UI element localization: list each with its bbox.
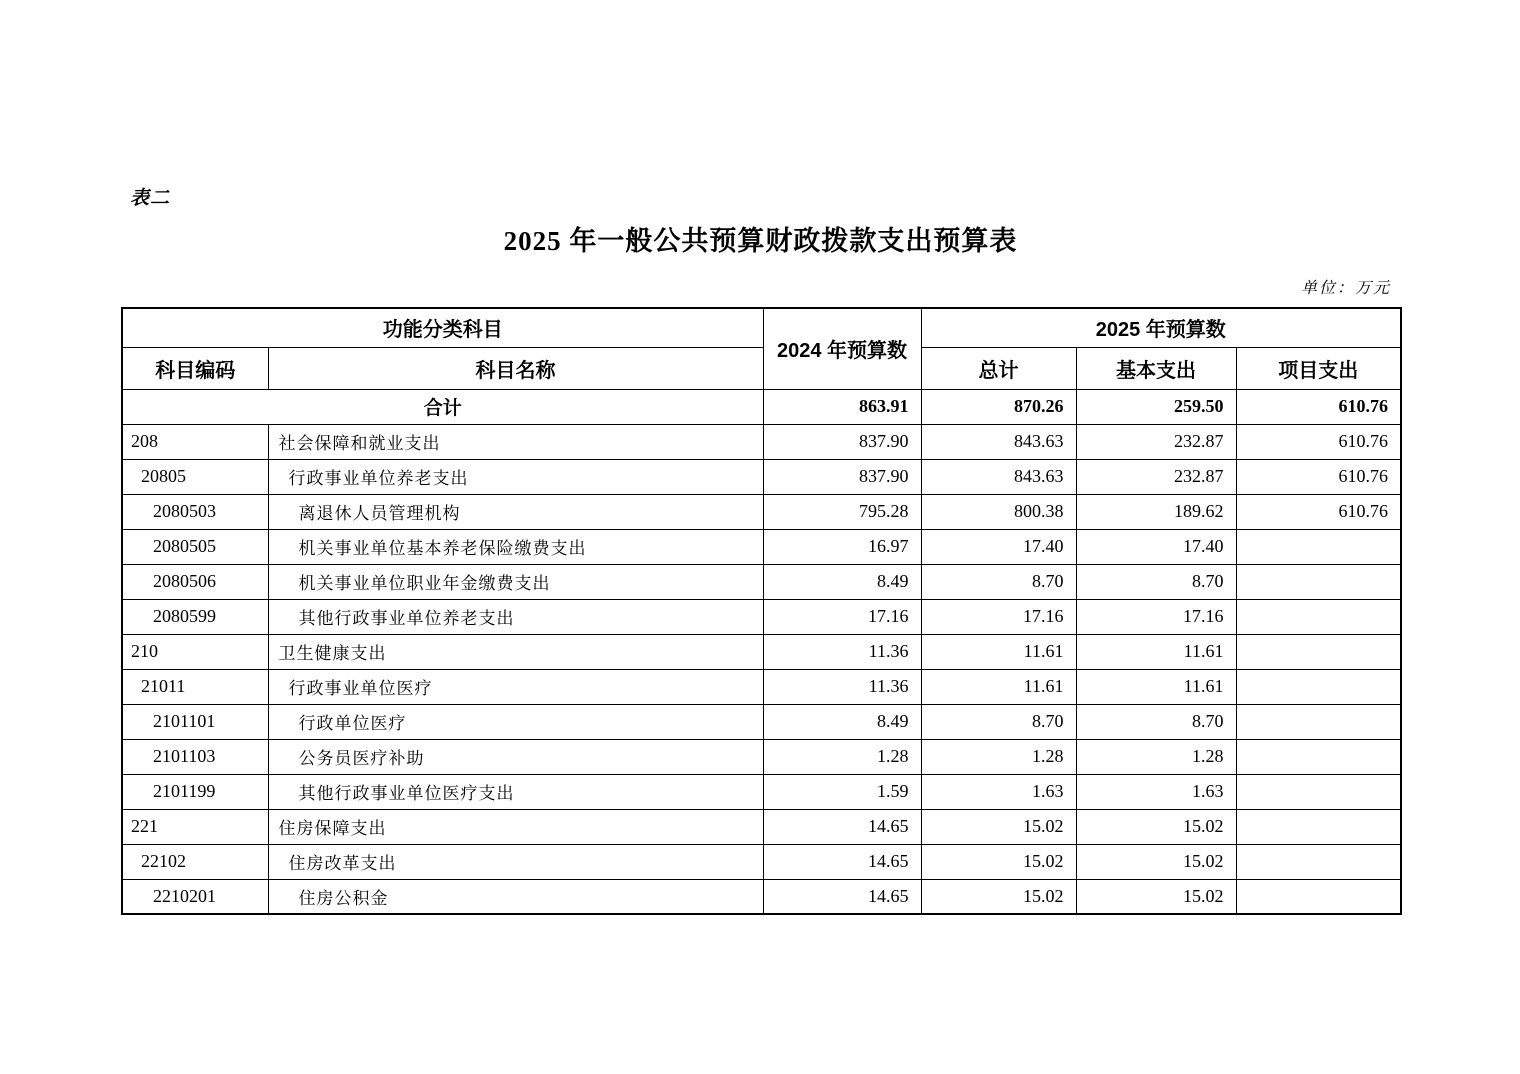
total-2025-cell: 843.63 [921,424,1076,459]
budget-table [121,307,1402,915]
budget-table-row [122,844,1401,879]
budget-table-row [122,599,1401,634]
budget-2024-cell: 17.16 [763,599,921,634]
header-project-expenditure: 项目支出 [1236,347,1401,389]
project-expenditure-cell: 610.76 [1236,494,1401,529]
budget-2024-cell: 8.49 [763,564,921,599]
budget-table-row [122,879,1401,914]
basic-expenditure-cell: 1.63 [1076,774,1236,809]
subject-code-cell: 21011 [122,669,268,704]
total-2025-cell: 8.70 [921,564,1076,599]
total-2025-cell: 17.16 [921,599,1076,634]
total-2025-cell: 1.28 [921,739,1076,774]
budget-table-row [122,739,1401,774]
subject-code-cell: 2080506 [122,564,268,599]
subject-name-cell: 其他行政事业单位养老支出 [268,599,763,634]
total-2025-cell: 8.70 [921,704,1076,739]
subject-code-cell: 2210201 [122,879,268,914]
budget-2024-cell: 11.36 [763,669,921,704]
basic-expenditure-cell: 11.61 [1076,634,1236,669]
budget-2024-cell: 14.65 [763,809,921,844]
total-2025-cell: 843.63 [921,459,1076,494]
budget-2024-cell: 11.36 [763,634,921,669]
subject-name-cell: 行政单位医疗 [268,704,763,739]
basic-expenditure-cell: 8.70 [1076,564,1236,599]
total-2025-cell: 11.61 [921,669,1076,704]
subject-code-cell: 20805 [122,459,268,494]
project-expenditure-cell [1236,599,1401,634]
total-2025-cell: 11.61 [921,634,1076,669]
subject-code-cell: 2080599 [122,599,268,634]
table-header [122,308,1401,389]
budget-table-row [122,774,1401,809]
project-expenditure-cell [1236,669,1401,704]
subject-code-cell: 2080505 [122,529,268,564]
subject-code-cell: 221 [122,809,268,844]
subject-code-cell: 2080503 [122,494,268,529]
grand-total-2025-total: 870.26 [921,389,1076,424]
budget-2024-cell: 14.65 [763,879,921,914]
header-total-2025: 总计 [921,347,1076,389]
table-number-label: 表二 [130,188,171,209]
basic-expenditure-cell: 15.02 [1076,809,1236,844]
subject-code-cell: 2101101 [122,704,268,739]
basic-expenditure-cell: 1.28 [1076,739,1236,774]
budget-table-row [122,529,1401,564]
subject-code-cell: 22102 [122,844,268,879]
basic-expenditure-cell: 232.87 [1076,459,1236,494]
basic-expenditure-cell: 17.40 [1076,529,1236,564]
total-2025-cell: 15.02 [921,879,1076,914]
basic-expenditure-cell: 15.02 [1076,844,1236,879]
project-expenditure-cell [1236,634,1401,669]
subject-name-cell: 行政事业单位养老支出 [268,459,763,494]
total-2025-cell: 1.63 [921,774,1076,809]
grand-total-basic: 259.50 [1076,389,1236,424]
project-expenditure-cell [1236,739,1401,774]
subject-name-cell: 机关事业单位基本养老保险缴费支出 [268,529,763,564]
page-title: 2025 年一般公共预算财政拨款支出预算表 [503,226,1018,256]
project-expenditure-cell [1236,529,1401,564]
subject-code-cell: 2101103 [122,739,268,774]
budget-table-row [122,494,1401,529]
basic-expenditure-cell: 15.02 [1076,879,1236,914]
budget-2024-cell: 8.49 [763,704,921,739]
header-subject-name: 科目名称 [268,347,763,389]
subject-name-cell: 其他行政事业单位医疗支出 [268,774,763,809]
project-expenditure-cell: 610.76 [1236,459,1401,494]
subject-name-cell: 卫生健康支出 [268,634,763,669]
budget-table-row [122,704,1401,739]
table-body [122,389,1401,914]
header-functional-classification: 功能分类科目 [122,308,763,347]
budget-2024-cell: 837.90 [763,459,921,494]
subject-name-cell: 离退休人员管理机构 [268,494,763,529]
budget-table-row [122,564,1401,599]
subject-name-cell: 住房保障支出 [268,809,763,844]
budget-2024-cell: 795.28 [763,494,921,529]
total-2025-cell: 800.38 [921,494,1076,529]
header-subject-code: 科目编码 [122,347,268,389]
subject-code-cell: 208 [122,424,268,459]
total-2025-cell: 15.02 [921,844,1076,879]
subject-code-cell: 2101199 [122,774,268,809]
budget-2024-cell: 16.97 [763,529,921,564]
subject-name-cell: 机关事业单位职业年金缴费支出 [268,564,763,599]
header-budget-2025: 2025 年预算数 [921,308,1401,347]
grand-total-budget-2024: 863.91 [763,389,921,424]
header-budget-2024: 2024 年预算数 [763,308,921,389]
budget-2024-cell: 1.28 [763,739,921,774]
grand-total-project: 610.76 [1236,389,1401,424]
budget-table-row [122,634,1401,669]
subject-name-cell: 公务员医疗补助 [268,739,763,774]
budget-2024-cell: 837.90 [763,424,921,459]
subject-name-cell: 行政事业单位医疗 [268,669,763,704]
subject-name-cell: 社会保障和就业支出 [268,424,763,459]
project-expenditure-cell [1236,879,1401,914]
budget-2024-cell: 1.59 [763,774,921,809]
budget-table-row [122,669,1401,704]
budget-2024-cell: 14.65 [763,844,921,879]
basic-expenditure-cell: 232.87 [1076,424,1236,459]
project-expenditure-cell [1236,564,1401,599]
project-expenditure-cell [1236,704,1401,739]
subject-name-cell: 住房改革支出 [268,844,763,879]
basic-expenditure-cell: 189.62 [1076,494,1236,529]
subject-code-cell: 210 [122,634,268,669]
budget-table-row [122,459,1401,494]
grand-total-row [122,389,1401,424]
project-expenditure-cell [1236,844,1401,879]
basic-expenditure-cell: 17.16 [1076,599,1236,634]
budget-table-row [122,424,1401,459]
total-2025-cell: 17.40 [921,529,1076,564]
grand-total-label: 合计 [122,389,763,424]
unit-note: 单位：万元 [1300,280,1391,297]
budget-table-row [122,809,1401,844]
header-basic-expenditure: 基本支出 [1076,347,1236,389]
project-expenditure-cell: 610.76 [1236,424,1401,459]
basic-expenditure-cell: 11.61 [1076,669,1236,704]
basic-expenditure-cell: 8.70 [1076,704,1236,739]
project-expenditure-cell [1236,774,1401,809]
project-expenditure-cell [1236,809,1401,844]
total-2025-cell: 15.02 [921,809,1076,844]
subject-name-cell: 住房公积金 [268,879,763,914]
